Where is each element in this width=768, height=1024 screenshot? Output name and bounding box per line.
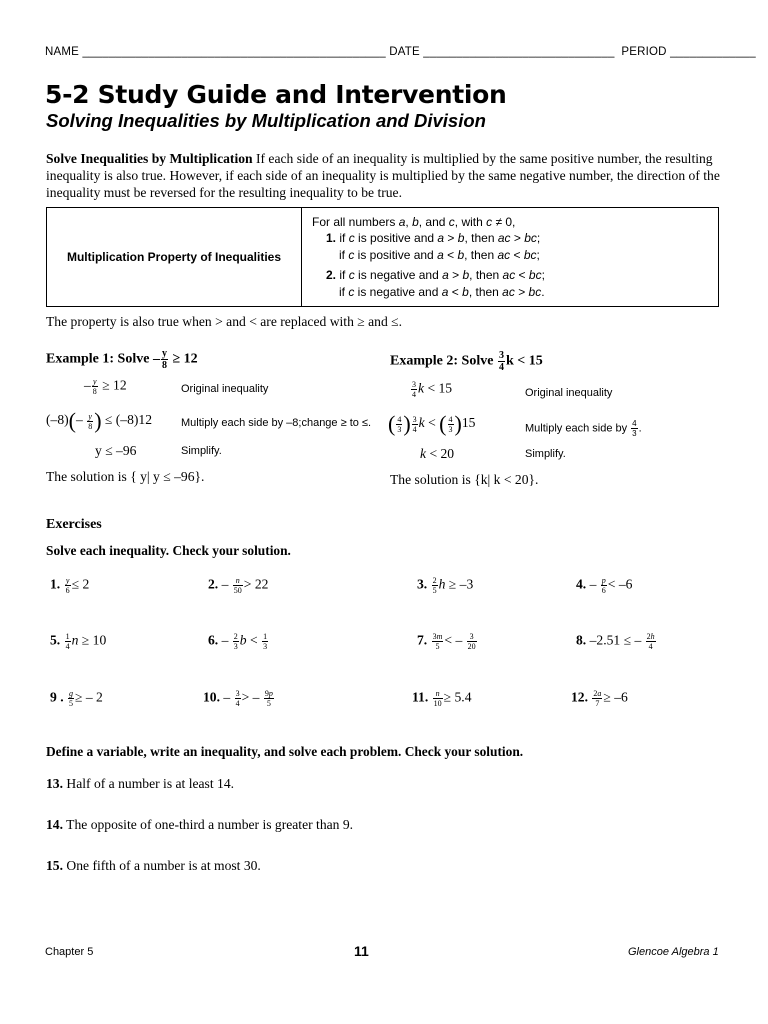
exercise-11: 11. $\frac{n}{10}$ ≥ 5.4 [412, 689, 472, 708]
exercise-12: 12. $\frac{2a}{7}$ ≥ –6 [571, 689, 628, 708]
period-label: PERIOD [621, 46, 667, 58]
example1-solution: The solution is { y| y ≤ –96}. [46, 469, 205, 484]
example1-step3: y ≤ –96 [95, 443, 137, 458]
name-label: NAME [45, 46, 80, 58]
footer-page-number: 11 [354, 943, 369, 959]
exercise-7: 7. $\frac{3m}{5}$ < – $\frac{3}{20}$ [417, 632, 476, 651]
exercise-8: 8. –2.51 ≤ – $\frac{2h}{4}$ [576, 632, 655, 651]
example2-heading-fraction: $\frac{3}{4}$ [498, 350, 504, 373]
also-true-note: The property is also true when > and < are replaced with ≥ and ≤. [46, 314, 403, 329]
example1-heading-fraction: $\frac{y}{8}$ [161, 348, 167, 371]
word-problem-14: 14. The opposite of one-third a number is greater than 9. [46, 817, 354, 832]
page-title: 5-2 Study Guide and Intervention [45, 80, 507, 109]
property-line-2: if c is positive and a < b, then ac < bc; [339, 247, 540, 262]
property-line-4: if c is negative and a < b, then ac > bc. [339, 284, 545, 299]
date-label: DATE [389, 46, 420, 58]
intro-heading: Solve Inequalities by Multiplication [46, 151, 253, 166]
word-problem-instruction: Define a variable, write an inequality, and solve each problem. Check your solution. [46, 744, 524, 759]
exercise-2: 2. – $\frac{n}{50}$ > 22 [208, 576, 269, 595]
property-box [46, 207, 719, 307]
example2-step2: ( $\frac{4}{3}$ ) $\frac{3}{4}$ k < ( $\frac{4}{3}$ )15 [388, 411, 476, 436]
intro-paragraph [46, 150, 736, 201]
property-name: Multiplication Property of Inequalities [47, 208, 302, 307]
word-problem-15: 15. One fifth of a number is at most 30. [46, 858, 261, 873]
footer-chapter: Chapter 5 [45, 946, 94, 958]
example2-step3-note: Simplify. [525, 448, 566, 460]
example1-heading: Example 1: Solve – $\frac{y}{8}$ ≥ 12 [46, 348, 198, 371]
exercise-1: 1. $\frac{y}{6}$ ≤ 2 [50, 576, 90, 595]
example1-step2: (–8)(– $\frac{y}{8}$ ) ≤ (–8)12 [46, 408, 153, 433]
date-line: _____________________________ [423, 46, 615, 58]
example2-step2-note: Multiply each side by $\frac{4}{3}$ . [525, 419, 642, 438]
period-line: _____________ [670, 46, 756, 58]
example2-step1: $\frac{3}{4}$ k < 15 [412, 380, 453, 399]
example1-step1: – $\frac{y}{8}$ ≥ 12 [84, 377, 127, 396]
footer-book-title: Glencoe Algebra 1 [628, 946, 719, 958]
example2-step1-note: Original inequality [525, 387, 613, 399]
example1-step3-note: Simplify. [181, 445, 222, 457]
example2-solution: The solution is {k| k < 20}. [390, 472, 539, 487]
intro-text: If each side of an inequality is multiplied by the same positive number, the resulting inequality is also true. However, if each side of an inequality is multiplied by the same negative number, the direction of the inequality must be reversed for the resulting inequality to be true. [46, 151, 720, 200]
name-line: ______________________________________________ [82, 46, 386, 58]
property-line-0: For all numbers a, b, and c, with c ≠ 0, [312, 214, 516, 229]
property-body [302, 208, 719, 307]
example2-heading: Example 2: Solve $\frac{3}{4}$ k < 15 [390, 350, 543, 373]
page-subtitle: Solving Inequalities by Multiplication and Division [46, 110, 486, 131]
exercise-9: 9 . $\frac{g}{5}$ ≥ – 2 [50, 689, 103, 708]
example1-step2-note: Multiply each side by –8;change ≥ to ≤. [181, 417, 372, 429]
exercise-3: 3. $\frac{2}{5}$ h ≥ –3 [417, 576, 474, 595]
example1-step1-note: Original inequality [181, 383, 269, 395]
exercise-5: 5. $\frac{1}{4}$ n ≥ 10 [50, 632, 107, 651]
property-line-1: 1. if c is positive and a > b, then ac > bc; [326, 231, 541, 246]
exercise-6: 6. – $\frac{2}{3}$ b < $\frac{1}{3}$ [208, 632, 268, 651]
exercises-heading: Exercises [46, 517, 102, 532]
example2-step3: k < 20 [420, 446, 455, 461]
name-date-period-header [45, 46, 756, 58]
exercise-10: 10. – $\frac{3}{4}$ > – $\frac{9p}{5}$ [203, 689, 273, 708]
exercise-4: 4. – $\frac{p}{6}$ < –6 [576, 576, 633, 595]
word-problem-13: 13. Half of a number is at least 14. [46, 776, 235, 791]
property-line-3: 2. if c is negative and a > b, then ac < bc; [326, 268, 545, 283]
exercises-instruction: Solve each inequality. Check your solution. [46, 543, 291, 558]
